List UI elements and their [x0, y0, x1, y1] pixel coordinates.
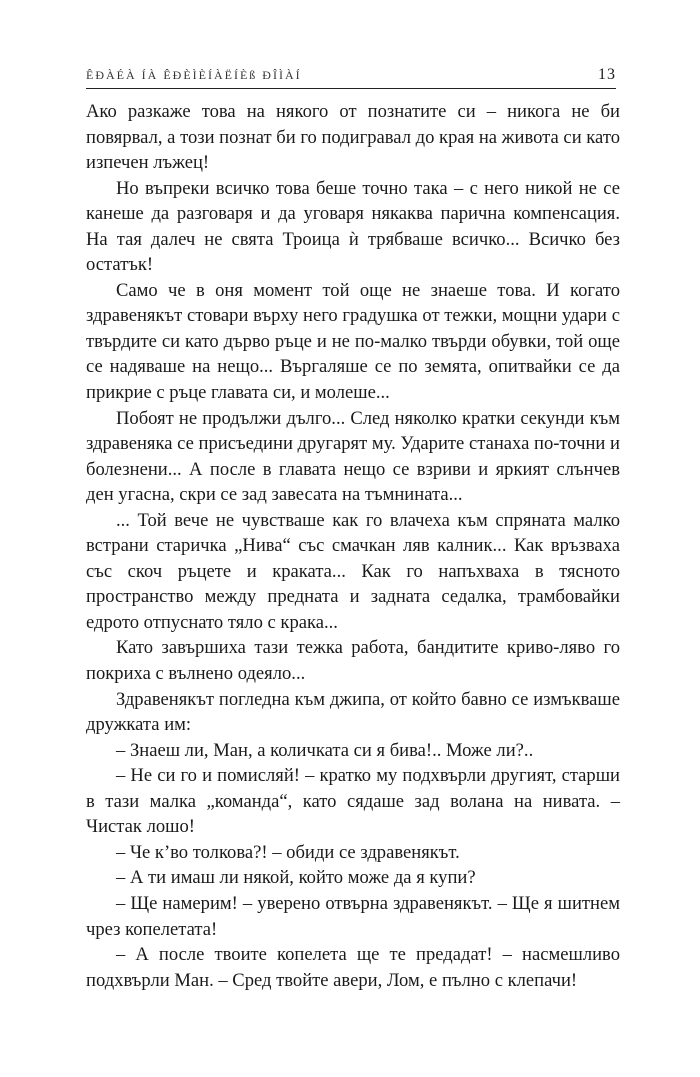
dialogue-line: – Не си го и помисляй! – кратко му подхвърли другият, старши в тази малка „команда“, като сядаше зад волана на нивата. – Чистак лошо!	[86, 765, 620, 838]
page-header	[86, 62, 616, 89]
dialogue-line: – А после твоите копелета ще те предадат! – насмешливо подхвърли Ман. – Сред твойте авери, Лом, е пълно с клепачи!	[86, 944, 620, 991]
page-number: 13	[598, 66, 616, 83]
paragraph: Здравенякът погледна към джипа, от който бавно се измъкваше дружката им:	[86, 688, 620, 736]
paragraph: Но въпреки всичко това беше точно така – с него никой не се канеше да разговаря и да уговаря някаква парична компенсация. На тая далеч не свята Троица ѝ трябваше всичко... Всичко без остатък!	[86, 177, 620, 276]
paragraph: Само че в оня момент той още не знаеше това. И когато здравенякът стовари върху него градушка от тежки, мощни удари с твърдите си като дърво ръце и не по-малко твърди обувки, той още се надяваше на нещо... Въргаляше се по земята, опитвайки се да прикрие с ръце главата си, и молеше...	[86, 279, 620, 404]
paragraph: Побоят не продължи дълго... След няколко кратки секунди към здравеняка се присъедини другарят му. Ударите станаха по-точни и болезнени... А после в главата нещо се взриви и яркият слънчев ден угасна, скри се зад завесата на тъмнината...	[86, 407, 620, 506]
running-head: ÊÐÀÉÀ ÍÀ ÊÐÈÌÈÍÀËÍÈß ÐÎÌÀÍ	[86, 68, 302, 82]
dialogue-line: – Че к’во толкова?! – обиди се здравенякът.	[116, 841, 460, 863]
paragraph: Ако разкаже това на някого от познатите си – никога не би повярвал, а този познат би го подигравал до края на живота си като изпечен лъжец!	[86, 101, 620, 174]
paragraph: Като завършиха тази тежка работа, бандитите криво-ляво го покриха с вълнено одеяло...	[86, 637, 620, 685]
dialogue-line: – Ще намерим! – уверено отвърна здравенякът. – Ще я шитнем чрез копелетата!	[86, 892, 620, 940]
dialogue-line: – А ти имаш ли някой, който може да я купи?	[116, 867, 476, 889]
dialogue-line: – Знаеш ли, Ман, а количката си я бива!.. Може ли?..	[116, 739, 534, 761]
paragraph: ... Той вече не чувстваше как го влачеха към спряната малко встрани старичка „Нива“ със смачкан ляв калник... Как връзваха със скоч ръцете и краката... Как го напъхваха в тясното пространство между предната и задната седалка, трамбовайки едрото отпуснато тяло с крака...	[86, 509, 620, 633]
body-text	[86, 99, 620, 993]
